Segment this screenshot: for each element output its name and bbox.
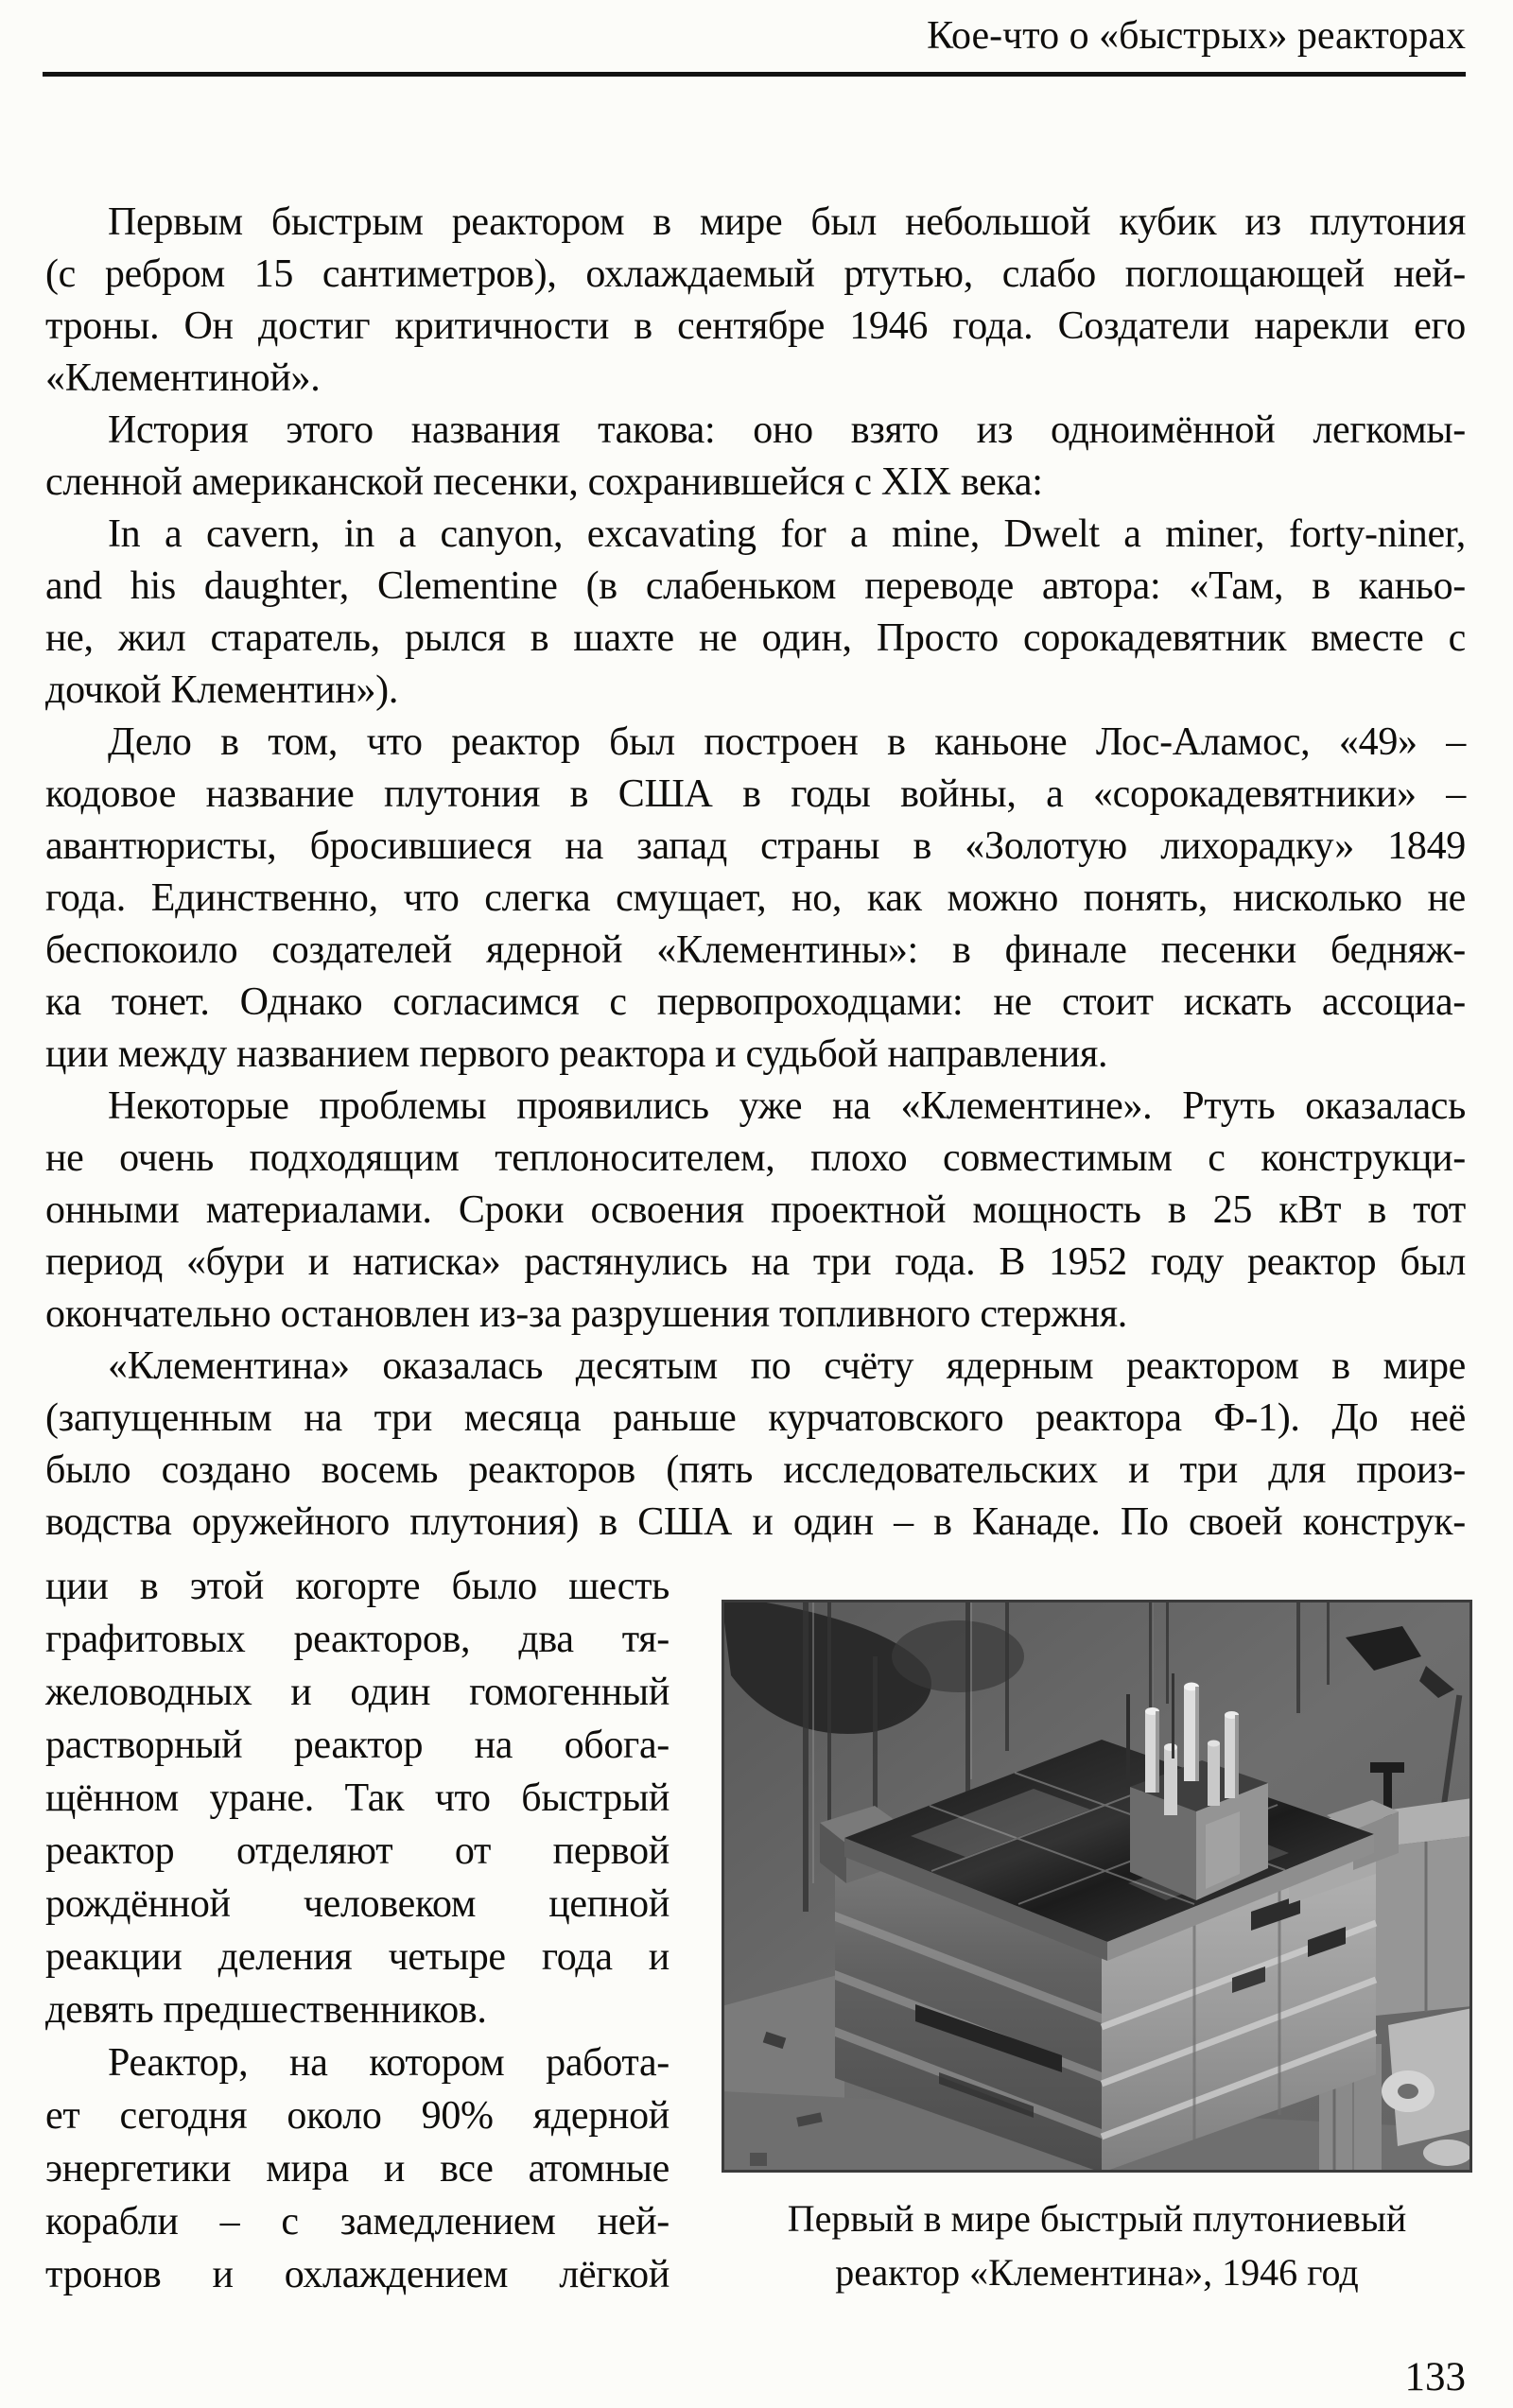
text-line: In a cavern, in a canyon, excavating for a mine, Dwelt a miner, forty-niner, bbox=[108, 512, 1466, 556]
text-line: беспокоило создателей ядерной «Клементины»: в финале песенки бедняж- bbox=[45, 928, 1466, 972]
text-line: не, жил старатель, рылся в шахте не один, Просто сорокадевятник вместе с bbox=[45, 616, 1466, 660]
text-line: Некоторые проблемы проявились уже на «Клементине». Ртуть оказалась bbox=[108, 1084, 1466, 1128]
header-rule bbox=[43, 72, 1466, 77]
text-line: года. Единственно, что слегка смущает, но, как можно понять, нисколько не bbox=[45, 876, 1466, 920]
text-line: реактор отделяют от первой bbox=[45, 1829, 670, 1873]
text-line: Дело в том, что реактор был построен в каньоне Лос-Аламос, «49» – bbox=[108, 720, 1466, 764]
text-line: ции между названием первого реактора и судьбой направления. bbox=[45, 1032, 1108, 1076]
text-line: тронов и охлаждением лёгкой bbox=[45, 2253, 670, 2296]
text-line: графитовых реакторов, два тя- bbox=[45, 1618, 670, 1661]
text-line: (с ребром 15 сантиметров), охлаждаемый ртутью, слабо поглощающей ней- bbox=[45, 252, 1466, 296]
text-line: «Клементина» оказалась десятым по счёту ядерным реактором в мире bbox=[108, 1344, 1466, 1388]
text-line: девять предшественников. bbox=[45, 1988, 487, 2032]
body-text-full-width bbox=[45, 197, 1466, 1549]
text-line: кодовое название плутония в США в годы войны, а «сорокадевятники» – bbox=[45, 772, 1466, 816]
text-line: авантюристы, бросившиеся на запад страны в «Золотую лихорадку» 1849 bbox=[45, 824, 1466, 868]
text-line: период «бури и натиска» растянулись на три года. В 1952 году реактор был bbox=[45, 1240, 1466, 1284]
reactor-photo-illustration bbox=[722, 1600, 1472, 2173]
text-line: рождённой человеком цепной bbox=[45, 1882, 670, 1926]
text-line: онными материалами. Сроки освоения проектной мощность в 25 кВт в тот bbox=[45, 1188, 1466, 1232]
body-text-left-column bbox=[45, 1560, 670, 2301]
running-head: Кое-что о «быстрых» реакторах bbox=[927, 14, 1466, 58]
text-line: Реактор, на котором работа- bbox=[108, 2041, 670, 2085]
text-line: энергетики мира и все атомные bbox=[45, 2147, 670, 2191]
caption-line-2: реактор «Клементина», 1946 год bbox=[835, 2251, 1359, 2294]
text-line: корабли – с замедлением ней- bbox=[45, 2200, 670, 2243]
text-line: (запущенным на три месяца раньше курчатовского реактора Ф-1). До неё bbox=[45, 1396, 1466, 1440]
reactor-photo bbox=[722, 1600, 1472, 2173]
text-line: окончательно остановлен из-за разрушения топливного стержня. bbox=[45, 1292, 1127, 1336]
text-line: водства оружейного плутония) в США и один – в Канаде. По своей конструк- bbox=[45, 1500, 1466, 1544]
text-line: История этого названия такова: оно взято из одноимённой легкомы- bbox=[108, 408, 1466, 452]
text-line: реакции деления четыре года и bbox=[45, 1935, 670, 1979]
photo-caption bbox=[681, 2191, 1513, 2299]
text-line: Первым быстрым реактором в мире был небольшой кубик из плутония bbox=[108, 200, 1466, 244]
text-line: ет сегодня около 90% ядерной bbox=[45, 2094, 670, 2138]
text-line: было создано восемь реакторов (пять исследовательских и три для произ- bbox=[45, 1448, 1466, 1492]
text-line: растворный реактор на обога- bbox=[45, 1724, 670, 1767]
text-line: ка тонет. Однако согласимся с первопроходцами: не стоит искать ассоциа- bbox=[45, 980, 1466, 1024]
text-line: and his daughter, Clementine (в слабеньком переводе автора: «Там, в каньо- bbox=[45, 564, 1466, 608]
text-line: троны. Он достиг критичности в сентябре 1946 года. Создатели нарекли его bbox=[45, 304, 1466, 348]
text-line: не очень подходящим теплоносителем, плохо совместимым с конструкци- bbox=[45, 1136, 1466, 1180]
text-line: сленной американской песенки, сохранившейся с XIX века: bbox=[45, 460, 1043, 504]
text-line: желоводных и один гомогенный bbox=[45, 1671, 670, 1714]
text-line: «Клементиной». bbox=[45, 356, 321, 400]
text-line: ции в этой когорте было шесть bbox=[45, 1565, 670, 1608]
text-line: дочкой Клементин»). bbox=[45, 668, 399, 712]
caption-line-1: Первый в мире быстрый плутониевый bbox=[787, 2197, 1407, 2240]
text-line: щённом уране. Так что быстрый bbox=[45, 1776, 670, 1820]
page-number: 133 bbox=[1404, 2355, 1466, 2399]
